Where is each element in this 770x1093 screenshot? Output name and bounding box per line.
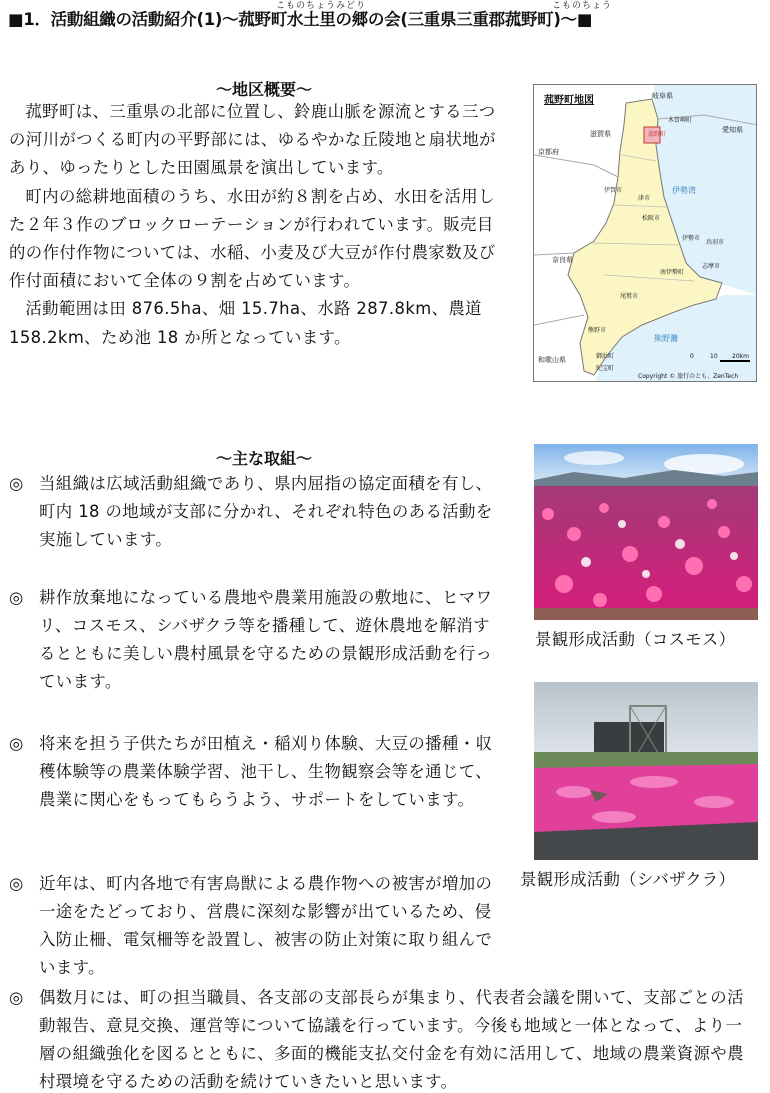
overview-paragraph-2: 町内の総耕地面積のうち、水田が約８割を占め、水田を活用した２年３作のブロックローテーションが行われています。販売目的の作付作物については、水稲、小麦及び大豆が作付農家数及び作付面積において全体の９割を占めています。 (9, 186, 496, 291)
page-title: ■1．活動組織の活動紹介(1)～菰野町水土里の郷の会(三重県三重郡菰野町)～■ (8, 10, 593, 29)
title-ruby-komono: こものちょう (552, 1, 613, 11)
activities-heading: ～主な取組～ (215, 449, 312, 468)
map-label-nara: 奈良県 (552, 256, 573, 264)
map-label-shiga: 滋賀県 (590, 130, 611, 138)
activity-text-1: 当組織は広域活動組織であり、県内屈指の協定面積を有し、町内 18 の地域が支部に分かれ、それぞれ特色のある活動を実施しています。 (39, 474, 493, 549)
map-copyright: Copyright © 旅行のとも、ZenTech (638, 373, 739, 380)
title-ruby-komono-midori: こものちょうみどり (276, 1, 367, 11)
bullet-mark: ◎ (9, 988, 24, 1007)
activity-text-3: 将来を担う子供たちが田植え・稲刈り体験、大豆の播種・収穫体験等の農業体験学習、池干し、生物観察会等を通じて、農業に関心をもってもらうよう、サポートをしています。 (39, 734, 493, 809)
map-scale-0: 0 (690, 353, 694, 360)
map-label-ise-bay: 伊勢湾 (672, 186, 696, 195)
map-label-kyoto: 京都府 (538, 148, 559, 156)
map-label-gifu: 岐阜県 (652, 92, 673, 100)
map-label-kiho: 紀宝町 (596, 365, 615, 372)
cosmos-photo (534, 444, 758, 620)
map-label-shima: 志摩市 (702, 263, 721, 270)
map-label-kisosaki: 木曽岬町 (668, 117, 693, 124)
map-label-minamiise: 南伊勢町 (660, 269, 685, 276)
map-scale-20km: 20km (732, 353, 749, 360)
map-label-iga: 伊賀市 (604, 187, 623, 194)
shibazakura-photo (534, 682, 758, 860)
overview-paragraph-3: 活動範囲は田 876.5ha、畑 15.7ha、水路 287.8km、農道 158.2km、ため池 18 か所となっています。 (9, 299, 482, 347)
bullet-mark: ◎ (9, 588, 24, 607)
activity-text-5: 偶数月には、町の担当職員、各支部の支部長らが集まり、代表者会議を開いて、支部ごとの活動報告、意見交換、運営等について協議を行っています。今後も地域と一体となって、より一層の組織強化を図るとともに、多面的機能支払交付金を有効に活用して、地域の農業資源や農村環境を守るための活動を続けていきたいと思います。 (39, 988, 744, 1091)
map-scale-10: 10 (710, 353, 718, 360)
bullet-mark: ◎ (9, 734, 24, 753)
map-label-ise: 伊勢市 (682, 235, 701, 242)
map-label-kumano: 熊野市 (588, 327, 607, 334)
activity-item-1 (9, 470, 495, 554)
bullet-mark: ◎ (9, 874, 24, 893)
map-label-mihama: 御浜町 (596, 353, 615, 360)
map-label-aichi: 愛知県 (722, 126, 743, 134)
activity-text-2: 耕作放棄地になっている農地や農業用施設の敷地に、ヒマワリ、コスモス、シバザクラ等を播種して、遊休農地を解消するとともに美しい農村風景を守るための景観形成活動を行っています。 (39, 588, 493, 691)
map-label-owase: 尾鷲市 (620, 293, 639, 300)
activity-item-3 (9, 730, 495, 814)
shibazakura-caption: 景観形成活動（シバザクラ） (520, 870, 736, 889)
overview-text (9, 98, 506, 352)
activity-item-2 (9, 584, 495, 696)
overview-heading: ～地区概要～ (215, 80, 312, 99)
map-label-toba: 鳥羽市 (706, 239, 725, 246)
bullet-mark: ◎ (9, 474, 24, 493)
map-label-komono: 菰野町 (648, 131, 667, 138)
mie-prefecture-map (533, 84, 757, 382)
map-title: 菰野町地図 (544, 95, 594, 106)
cosmos-caption: 景観形成活動（コスモス） (535, 630, 736, 649)
overview-paragraph-1: 菰野町は、三重県の北部に位置し、鈴鹿山脈を源流とする三つの河川がつくる町内の平野部には、ゆるやかな丘陵地と扇状地があり、ゆったりとした田園風景を演出しています。 (9, 102, 496, 178)
title-row (8, 0, 768, 34)
activity-text-4: 近年は、町内各地で有害鳥獣による農作物への被害が増加の一途をたどっており、営農に深刻な影響が出ているため、侵入防止柵、電気柵等を設置し、被害の防止対策に取り組んでいます。 (39, 874, 493, 977)
map-label-matsusaka: 松阪市 (642, 215, 661, 222)
map-label-tsu: 津市 (638, 195, 651, 202)
map-label-wakayama: 和歌山県 (538, 356, 566, 364)
activity-item-5 (9, 984, 759, 1093)
map-label-kumano-sea: 熊野灘 (654, 334, 678, 343)
